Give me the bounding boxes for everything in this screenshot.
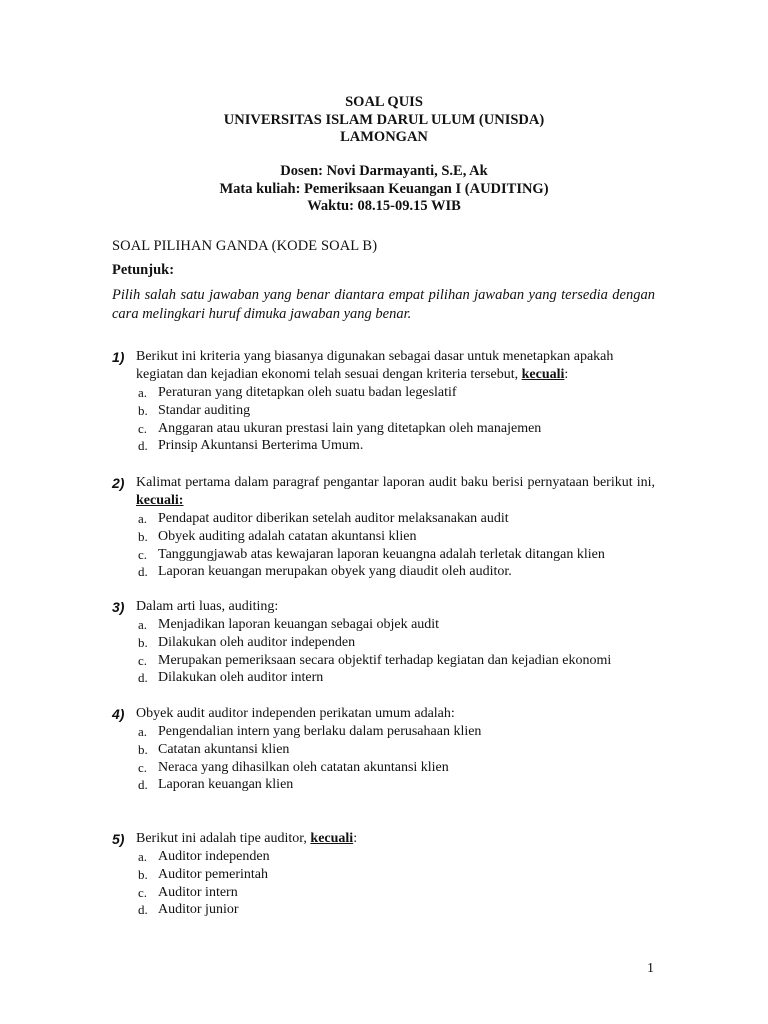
question-5	[112, 830, 655, 919]
option-c[interactable]	[112, 759, 655, 777]
option-letter: b.	[138, 402, 148, 418]
question-header	[112, 598, 655, 616]
options-list	[112, 384, 655, 455]
option-letter: c.	[138, 546, 148, 562]
option-b[interactable]	[112, 866, 655, 884]
university-name: UNIVERSITAS ISLAM DARUL ULUM (UNISDA)	[223, 111, 545, 128]
option-letter: a.	[138, 385, 148, 400]
option-b[interactable]	[112, 528, 655, 546]
option-letter: a.	[138, 849, 148, 864]
option-d[interactable]	[112, 776, 655, 794]
option-letter: d.	[138, 670, 148, 686]
option-text: Pendapat auditor diberikan setelah auditor melaksanakan audit	[158, 511, 509, 526]
question-text	[136, 830, 655, 848]
options-list	[112, 510, 655, 581]
question-3	[112, 598, 655, 687]
time-line: Waktu: 08.15-09.15 WIB	[307, 198, 461, 214]
question-header	[112, 474, 655, 510]
question-stem: Berikut ini adalah tipe auditor,	[136, 831, 311, 846]
option-letter: d.	[138, 902, 148, 918]
option-letter: c.	[138, 420, 148, 436]
option-letter: c.	[138, 884, 148, 900]
quiz-title: SOAL QUIS	[345, 94, 423, 110]
question-stem: Kalimat pertama dalam paragraf pengantar laporan audit baku berisi pernyataan berikut ini,	[136, 475, 655, 490]
option-text: Auditor junior	[158, 902, 239, 918]
option-text: Auditor intern	[158, 884, 238, 900]
option-b[interactable]	[112, 402, 655, 420]
option-letter: b.	[138, 634, 148, 650]
question-text	[136, 705, 655, 723]
option-text: Merupakan pemeriksaan secara objektif terhadap kegiatan dan kejadian ekonomi	[158, 652, 612, 668]
option-d[interactable]	[112, 437, 655, 455]
option-text: Peraturan yang ditetapkan oleh suatu badan legeslatif	[158, 385, 457, 400]
question-4	[112, 705, 655, 794]
option-a[interactable]	[112, 848, 655, 866]
option-a[interactable]	[112, 723, 655, 741]
options-list	[112, 723, 655, 794]
option-text: Dilakukan oleh auditor intern	[158, 670, 324, 686]
option-b[interactable]	[112, 741, 655, 759]
option-c[interactable]	[112, 546, 655, 564]
question-2	[112, 474, 655, 581]
question-header	[112, 830, 655, 848]
course-line: Mata kuliah: Pemeriksaan Keuangan I (AUDITING)	[219, 180, 549, 197]
options-list	[112, 616, 655, 687]
section-title: SOAL PILIHAN GANDA (KODE SOAL B)	[112, 238, 378, 254]
option-text: Anggaran atau ukuran prestasi lain yang ditetapkan oleh manajemen	[158, 420, 542, 436]
option-letter: c.	[138, 759, 148, 775]
option-text: Catatan akuntansi klien	[158, 741, 290, 757]
option-c[interactable]	[112, 420, 655, 438]
question-header	[112, 348, 655, 384]
option-d[interactable]	[112, 563, 655, 581]
option-text: Auditor independen	[158, 849, 270, 864]
option-text: Tanggungjawab atas kewajaran laporan keuangna adalah terletak ditangan klien	[158, 546, 605, 562]
option-d[interactable]	[112, 669, 655, 687]
option-letter: a.	[138, 617, 148, 632]
option-text: Dilakukan oleh auditor independen	[158, 634, 356, 650]
option-c[interactable]	[112, 884, 655, 902]
page-number: 1	[647, 961, 654, 976]
instructions-text: Pilih salah satu jawaban yang benar diantara empat pilihan jawaban yang tersedia dengan cara melingkari huruf dimuka jawaban yang benar.	[112, 287, 655, 322]
question-suffix: :	[353, 831, 358, 846]
question-number: 1)	[112, 349, 125, 365]
option-a[interactable]	[112, 384, 655, 402]
question-number: 5)	[112, 831, 125, 847]
option-text: Laporan keuangan klien	[158, 777, 294, 793]
question-number: 4)	[112, 706, 125, 722]
option-a[interactable]	[112, 616, 655, 634]
option-letter: b.	[138, 741, 148, 757]
option-letter: a.	[138, 511, 148, 526]
city-name: LAMONGAN	[340, 129, 428, 145]
question-keyword: kecuali	[521, 367, 565, 382]
option-letter: b.	[138, 866, 148, 882]
option-a[interactable]	[112, 510, 655, 528]
question-text	[136, 474, 655, 510]
option-letter: d.	[138, 564, 148, 580]
question-keyword: kecuali	[310, 831, 354, 846]
question-keyword: kecuali:	[136, 493, 184, 508]
option-text: Pengendalian intern yang berlaku dalam perusahaan klien	[158, 724, 482, 739]
option-c[interactable]	[112, 652, 655, 670]
option-letter: a.	[138, 724, 148, 739]
option-text: Menjadikan laporan keuangan sebagai objek audit	[158, 617, 440, 632]
question-number: 2)	[112, 475, 125, 491]
option-letter: d.	[138, 438, 148, 454]
instructions-label: Petunjuk:	[112, 262, 175, 278]
question-1	[112, 348, 655, 455]
option-d[interactable]	[112, 901, 655, 919]
document-header	[0, 94, 768, 147]
course-info	[0, 163, 768, 216]
question-stem: Berikut ini kriteria yang biasanya digunakan sebagai dasar untuk menetapkan apakah kegiatan dan kejadian ekonomi telah sesuai dengan kriteria tersebut,	[136, 349, 614, 382]
option-text: Neraca yang dihasilkan oleh catatan akuntansi klien	[158, 759, 449, 775]
option-letter: d.	[138, 777, 148, 793]
question-text	[136, 348, 655, 384]
question-header	[112, 705, 655, 723]
options-list	[112, 848, 655, 919]
question-stem: Dalam arti luas, auditing:	[136, 599, 279, 614]
option-letter: c.	[138, 652, 148, 668]
option-text: Obyek auditing adalah catatan akuntansi klien	[158, 528, 417, 544]
option-text: Laporan keuangan merupakan obyek yang diaudit oleh auditor.	[158, 564, 512, 580]
option-text: Prinsip Akuntansi Berterima Umum.	[158, 438, 364, 454]
question-text	[136, 598, 655, 616]
question-stem: Obyek audit auditor independen perikatan umum adalah:	[136, 706, 455, 721]
question-number: 3)	[112, 599, 125, 615]
option-text: Auditor pemerintah	[158, 866, 269, 882]
option-b[interactable]	[112, 634, 655, 652]
option-text: Standar auditing	[158, 402, 251, 418]
question-suffix: :	[564, 367, 569, 382]
option-letter: b.	[138, 528, 148, 544]
lecturer-line: Dosen: Novi Darmayanti, S.E, Ak	[280, 163, 488, 179]
